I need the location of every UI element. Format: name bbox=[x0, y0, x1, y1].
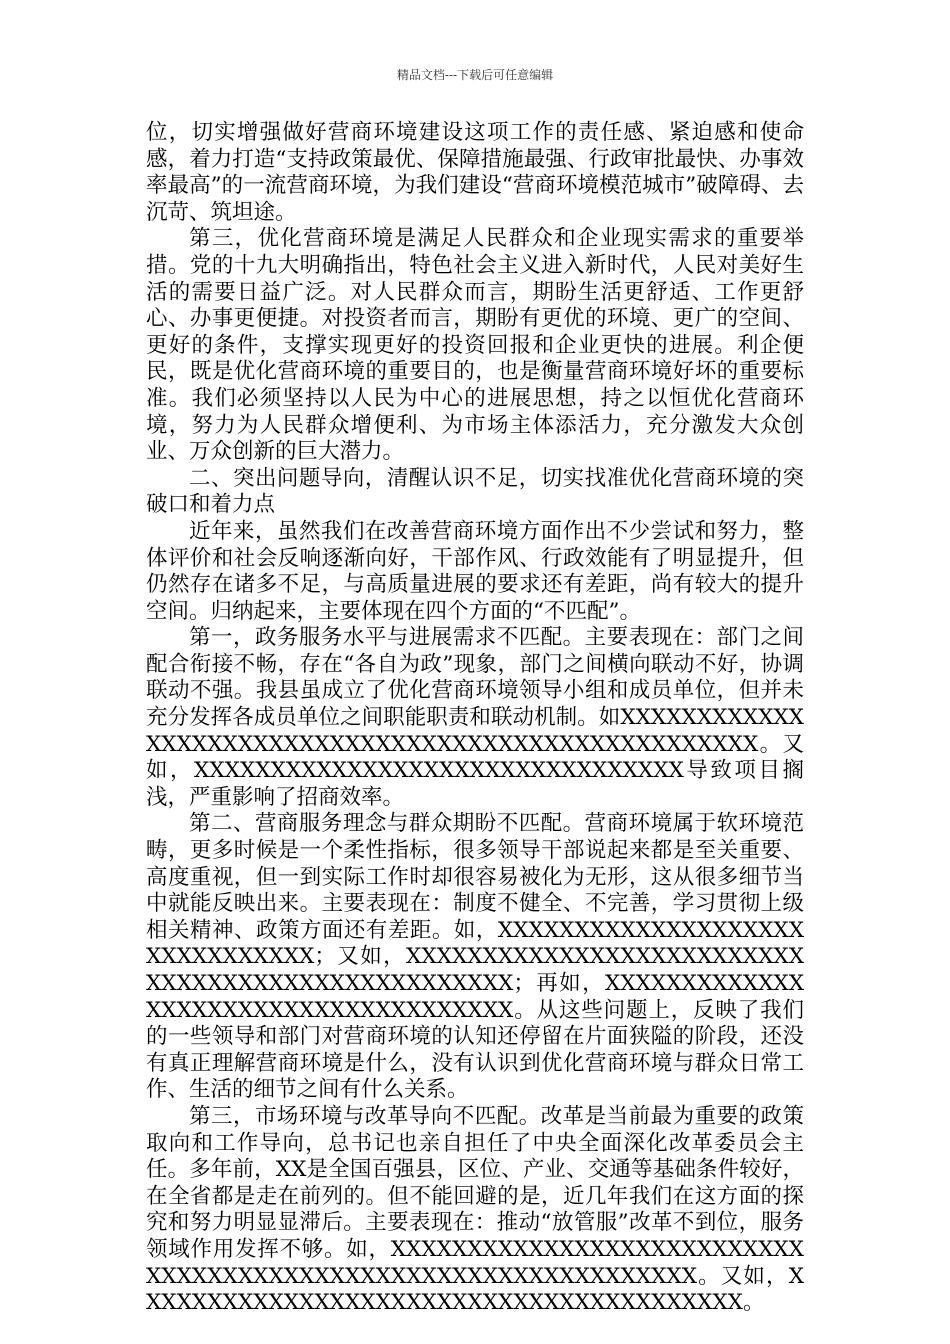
paragraph-third-point: 第三，优化营商环境是满足人民群众和企业现实需求的重要举措。党的十九大明确指出，特色社会主义进入新时代，人民对美好生活的需要日益广泛。对人民群众而言，期盼生活更舒适、工作更舒心、办事更便捷。对投资者而言，期盼有更优的环境、更广的空间、更好的条件，支撑实现更好的投资回报和企业更快的进展。利企便民，既是优化营商环境的重要目的，也是衡量营商环境好坏的重要标准。我们必须坚持以人民为中心的进展思想，持之以恒优化营商环境，努力为人民群众增便利、为市场主体添活力，充分激发大众创业、万众创新的巨大潜力。 bbox=[146, 226, 804, 465]
section-heading-two: 二、突出问题导向，清醒认识不足，切实找准优化营商环境的突破口和着力点 bbox=[146, 465, 804, 518]
document-body bbox=[146, 120, 804, 1317]
paragraph-continuation: 位，切实增强做好营商环境建设这项工作的责任感、紧迫感和使命感，着力打造“支持政策最优、保障措施最强、行政审批最快、办事效率最高”的一流营商环境，为我们建设“营商环境模范城市”破障碍、去沉苛、筑坦途。 bbox=[146, 120, 804, 225]
paragraph-mismatch-one: 第一，政务服务水平与进展需求不匹配。主要表现在：部门之间配合衔接不畅，存在“各自为政”现象，部门之间横向联动不好，协调联动不强。我县虽成立了优化营商环境领导小组和成员单位，但并未充分发挥各成员单位之间职能职责和联动机制。如XXXXXXXXXXXXXXXXXXXXXXXXXXXXXXXXXXXXXXXXXXXXXXXXXXXX。又如，XXXXXXXXXXXXXXXXXXXXXXXXXXXXXXXX导致项目搁浅，严重影响了招商效率。 bbox=[146, 625, 804, 810]
paragraph-mismatch-three: 第三，市场环境与改革导向不匹配。改革是当前最为重要的政策取向和工作导向，总书记也亲自担任了中央全面深化改革委员会主任。多年前，XX是全国百强县，区位、产业、交通等基础条件较好，在全省都是走在前列的。但不能回避的是，近几年我们在这方面的探究和努力明显显滞后。主要表现在：推动“放管服”改革不到位，服务领域作用发挥不够。如，XXXXXXXXXXXXXXXXXXXXXXXXXXXXXXXXXXXXXXXXXXXXXXXXXXXXXXXXXXXXXXX。又如，XXXXXXXXXXXXXXXXXXXXXXXXXXXXXXXXXXXXXXXX。 bbox=[146, 1103, 804, 1316]
paragraph-mismatch-two: 第二、营商服务理念与群众期盼不匹配。营商环境属于软环境范畴，更多时候是一个柔性指标，很多领导干部说起来都是至关重要、高度重视，但一到实际工作时却很容易被化为无形，这从很多细节当中就能反映出来。主要表现在：制度不健全、不完善，学习贯彻上级相关精神、政策方面还有差距。如，XXXXXXXXXXXXXXXXXXXXXXXXXXXXXXX；又如，XXXXXXXXXXXXXXXXXXXXXXXXXXXXXXXXXXXXXXXXXXXXXXXXXX；再如，XXXXXXXXXXXXXXXXXXXXXXXXXXXXXXXXXXXXX。从这些问题上，反映了我们的一些领导和部门对营商环境的认知还停留在片面狭隘的阶段，还没有真正理解营商环境是什么，没有认识到优化营商环境与群众日常工作、生活的细节之间有什么关系。 bbox=[146, 811, 804, 1103]
paragraph-recent-years: 近年来，虽然我们在改善营商环境方面作出不少尝试和努力，整体评价和社会反响逐渐向好，干部作风、行政效能有了明显提升，但仍然存在诸多不足，与高质量进展的要求还有差距，尚有较大的提升空间。归纳起来，主要体现在四个方面的“不匹配”。 bbox=[146, 518, 804, 624]
page-header: 精品文档---下载后可任意编辑 bbox=[396, 68, 554, 82]
